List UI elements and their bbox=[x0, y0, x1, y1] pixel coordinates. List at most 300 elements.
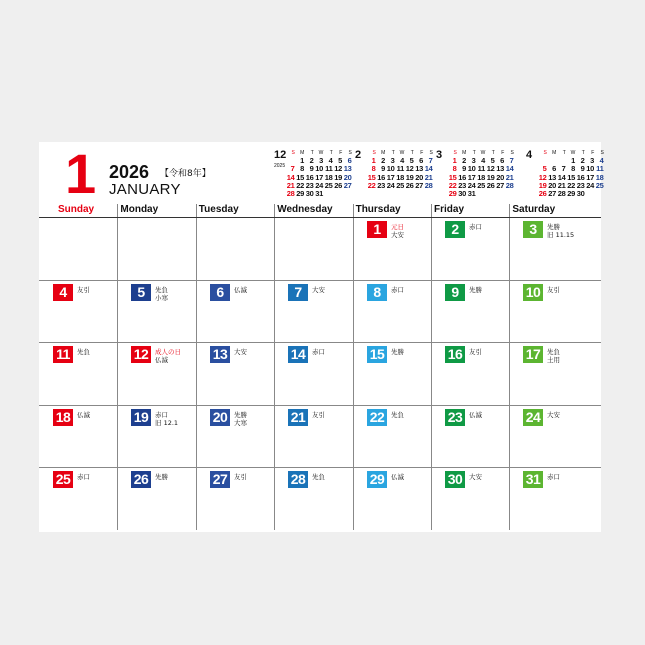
mini-calendar-day: 15 bbox=[567, 172, 575, 182]
mini-calendar-day: 1 bbox=[571, 156, 575, 166]
mini-calendar-weekday: F bbox=[420, 150, 423, 156]
day-note: 赤口 bbox=[77, 473, 90, 481]
calendar-sheet bbox=[39, 142, 604, 532]
day-note: 大安 bbox=[469, 473, 482, 481]
mini-calendar-day: 4 bbox=[400, 156, 404, 166]
day-notes bbox=[77, 348, 90, 356]
day-note: 友引 bbox=[469, 348, 482, 356]
mini-calendar-day bbox=[504, 190, 514, 198]
mini-calendar-day: 22 bbox=[567, 180, 575, 190]
day-notes bbox=[312, 411, 325, 419]
mini-calendar-day: 27 bbox=[548, 188, 556, 198]
mini-calendar-day: 6 bbox=[347, 156, 352, 166]
day-notes bbox=[391, 286, 404, 294]
mini-calendar-day: 12 bbox=[538, 172, 547, 182]
mini-calendar-day bbox=[485, 190, 495, 198]
mini-calendar-day: 3 bbox=[471, 156, 476, 166]
mini-calendar-day: 7 bbox=[509, 156, 514, 166]
mini-calendar-day bbox=[333, 190, 343, 198]
day-note: 先勝 bbox=[391, 348, 404, 356]
mini-calendar-day: 14 bbox=[424, 164, 433, 174]
day-number: 23 bbox=[445, 409, 465, 426]
mini-calendar-weekday: T bbox=[562, 150, 566, 156]
day-cell[interactable] bbox=[210, 281, 288, 343]
mini-calendar-weekday: M bbox=[462, 150, 466, 156]
mini-calendar bbox=[436, 149, 514, 201]
day-cell[interactable] bbox=[288, 343, 366, 405]
mini-calendar-year: 2025 bbox=[274, 163, 286, 169]
mini-calendar-weekday: S bbox=[372, 150, 376, 156]
mini-calendar-day: 18 bbox=[324, 172, 333, 182]
mini-calendar-day: 20 bbox=[415, 172, 423, 182]
mini-calendar-weekday: F bbox=[339, 150, 342, 156]
mini-calendar-day: 30 bbox=[576, 188, 585, 198]
mini-calendar-day: 19 bbox=[334, 172, 342, 182]
mini-calendar-day: 24 bbox=[315, 180, 323, 190]
mini-calendar-day: 15 bbox=[367, 172, 376, 182]
month-name: JANUARY bbox=[109, 181, 181, 198]
day-notes bbox=[469, 473, 482, 481]
weekday-friday: Friday bbox=[434, 204, 465, 215]
day-notes bbox=[469, 223, 482, 231]
mini-calendar-day: 31 bbox=[467, 188, 476, 198]
day-notes bbox=[391, 223, 404, 239]
day-notes bbox=[312, 348, 325, 356]
day-cell[interactable] bbox=[445, 343, 523, 405]
mini-calendar-weekday: S bbox=[543, 150, 547, 156]
mini-calendar-day: 25 bbox=[324, 180, 333, 190]
day-number: 26 bbox=[131, 471, 151, 488]
mini-calendar-day: 30 bbox=[458, 188, 466, 198]
day-cell[interactable] bbox=[53, 468, 131, 530]
day-cell[interactable] bbox=[445, 218, 523, 280]
mini-calendar-day bbox=[323, 190, 333, 198]
mini-calendar-day: 23 bbox=[377, 180, 385, 190]
day-number: 5 bbox=[131, 284, 151, 301]
day-cell[interactable] bbox=[131, 281, 209, 343]
mini-calendar-day: 28 bbox=[286, 188, 295, 198]
mini-calendar-day: 6 bbox=[552, 164, 556, 174]
mini-calendar-day: 30 bbox=[305, 188, 314, 198]
day-notes bbox=[469, 348, 482, 356]
mini-calendar-day: 15 bbox=[448, 172, 457, 182]
day-notes bbox=[391, 411, 404, 419]
mini-calendar-weekday: W bbox=[318, 150, 323, 156]
day-number: 29 bbox=[367, 471, 387, 488]
mini-calendar-day: 23 bbox=[576, 180, 585, 190]
day-notes bbox=[469, 411, 482, 419]
mini-calendar-day: 10 bbox=[586, 164, 594, 174]
holiday-name: 元日 bbox=[391, 223, 404, 231]
mini-calendar-day: 24 bbox=[467, 180, 476, 190]
day-cell[interactable] bbox=[131, 343, 209, 405]
day-cell[interactable] bbox=[288, 406, 366, 468]
weekday-sunday: Sunday bbox=[58, 204, 95, 215]
mini-calendar-day: 25 bbox=[595, 180, 604, 190]
day-cell[interactable] bbox=[53, 343, 131, 405]
day-notes bbox=[234, 286, 247, 294]
mini-calendar-day: 28 bbox=[505, 180, 514, 190]
day-note: 仏滅 bbox=[77, 411, 90, 419]
mini-calendar-day: 22 bbox=[448, 180, 457, 190]
day-cell[interactable] bbox=[53, 281, 131, 343]
mini-calendar-day: 25 bbox=[477, 180, 485, 190]
day-notes bbox=[234, 348, 247, 356]
day-number: 25 bbox=[53, 471, 73, 488]
day-number: 31 bbox=[523, 471, 543, 488]
mini-calendar-weekday: T bbox=[310, 150, 314, 156]
day-notes bbox=[77, 411, 90, 419]
era-label: 【令和8年】 bbox=[160, 169, 211, 179]
day-note: 先勝 bbox=[469, 286, 482, 294]
day-note: 友引 bbox=[234, 473, 247, 481]
mini-calendar-day bbox=[495, 190, 505, 198]
mini-calendar-day: 31 bbox=[315, 188, 323, 198]
day-number: 3 bbox=[523, 221, 543, 238]
mini-calendar-day: 14 bbox=[557, 172, 566, 182]
day-note: 大安 bbox=[547, 411, 560, 419]
holiday-name: 成人の日 bbox=[155, 348, 181, 356]
mini-calendar-day: 19 bbox=[405, 172, 414, 182]
mini-calendar-day: 12 bbox=[334, 164, 342, 174]
mini-calendar-day bbox=[342, 190, 352, 198]
mini-calendar-day: 21 bbox=[557, 180, 566, 190]
day-note: 仏滅 bbox=[155, 356, 168, 364]
mini-calendar-day: 7 bbox=[428, 156, 433, 166]
mini-calendar-day: 21 bbox=[505, 172, 514, 182]
mini-calendar-day: 29 bbox=[567, 188, 575, 198]
mini-calendar-day: 4 bbox=[481, 156, 485, 166]
mini-calendar-day: 2 bbox=[580, 156, 585, 166]
mini-calendar-day: 11 bbox=[596, 164, 604, 174]
day-cell[interactable] bbox=[53, 406, 131, 468]
day-cell[interactable] bbox=[210, 343, 288, 405]
mini-calendar-weekday: T bbox=[410, 150, 414, 156]
day-notes bbox=[155, 286, 168, 302]
mini-calendar-day: 1 bbox=[300, 156, 304, 166]
day-number: 4 bbox=[53, 284, 73, 301]
mini-calendar-weekday: S bbox=[453, 150, 457, 156]
day-cell[interactable] bbox=[131, 406, 209, 468]
day-note: 先勝 bbox=[547, 223, 560, 231]
mini-calendar-day: 5 bbox=[490, 156, 495, 166]
mini-calendar-day: 15 bbox=[296, 172, 304, 182]
mini-calendar-day: 4 bbox=[599, 156, 604, 166]
day-number: 11 bbox=[53, 346, 73, 363]
mini-calendar-day: 24 bbox=[386, 180, 395, 190]
mini-calendar-day: 19 bbox=[538, 180, 547, 190]
mini-calendar-day: 26 bbox=[486, 180, 495, 190]
mini-calendar-days bbox=[537, 149, 604, 198]
mini-calendar-weekday: W bbox=[480, 150, 485, 156]
day-notes bbox=[155, 411, 178, 427]
mini-calendar-day: 2 bbox=[381, 156, 385, 166]
day-note: 小寒 bbox=[155, 294, 168, 302]
mini-calendar-day: 29 bbox=[448, 188, 457, 198]
day-note: 先勝 bbox=[234, 411, 247, 419]
mini-calendar-day: 26 bbox=[334, 180, 342, 190]
mini-calendar-day: 1 bbox=[452, 156, 457, 166]
day-notes bbox=[547, 411, 560, 419]
day-notes bbox=[391, 473, 404, 481]
mini-calendar-day: 5 bbox=[338, 156, 342, 166]
mini-calendar-weekday: M bbox=[552, 150, 556, 156]
day-cell[interactable] bbox=[210, 406, 288, 468]
mini-calendar-day: 14 bbox=[286, 172, 295, 182]
day-note: 赤口 bbox=[391, 286, 404, 294]
mini-calendar-weekday: M bbox=[300, 150, 304, 156]
day-note: 友引 bbox=[312, 411, 325, 419]
mini-calendar-day: 13 bbox=[548, 172, 556, 182]
day-note: 赤口 bbox=[547, 473, 560, 481]
mini-calendar-day: 18 bbox=[595, 172, 604, 182]
mini-calendar-day: 17 bbox=[586, 172, 594, 182]
day-note: 大安 bbox=[312, 286, 325, 294]
mini-calendar bbox=[355, 149, 433, 201]
day-notes bbox=[312, 286, 325, 294]
day-note: 先負 bbox=[155, 286, 168, 294]
mini-calendar-day: 16 bbox=[458, 172, 466, 182]
day-number: 27 bbox=[210, 471, 230, 488]
day-cell[interactable] bbox=[523, 343, 601, 405]
mini-calendar-day: 19 bbox=[486, 172, 495, 182]
day-number: 15 bbox=[367, 346, 387, 363]
day-number: 2 bbox=[445, 221, 465, 238]
mini-calendar-day: 29 bbox=[296, 188, 304, 198]
month-number: 1 bbox=[65, 142, 95, 205]
mini-calendar-day bbox=[585, 190, 595, 198]
mini-calendar-day: 27 bbox=[343, 180, 352, 190]
mini-calendar-day: 9 bbox=[462, 164, 466, 174]
day-cell[interactable] bbox=[367, 218, 445, 280]
day-note: 先勝 bbox=[155, 473, 168, 481]
mini-calendar-day: 3 bbox=[590, 156, 594, 166]
mini-calendar-day bbox=[476, 190, 486, 198]
day-note: 仏滅 bbox=[234, 286, 247, 294]
mini-calendar-day: 17 bbox=[386, 172, 395, 182]
mini-calendar-day: 2 bbox=[309, 156, 314, 166]
day-cell[interactable] bbox=[131, 468, 209, 530]
mini-calendar-day: 7 bbox=[561, 164, 566, 174]
day-number: 12 bbox=[131, 346, 151, 363]
day-number: 28 bbox=[288, 471, 308, 488]
mini-calendar-weekday: M bbox=[381, 150, 385, 156]
mini-calendar-day: 22 bbox=[367, 180, 376, 190]
mini-calendar-weekday: S bbox=[291, 150, 295, 156]
day-number: 24 bbox=[523, 409, 543, 426]
mini-calendar-day: 2 bbox=[462, 156, 466, 166]
day-number: 16 bbox=[445, 346, 465, 363]
day-notes bbox=[77, 473, 90, 481]
day-note: 赤口 bbox=[155, 411, 168, 419]
mini-calendar-day: 9 bbox=[309, 164, 314, 174]
mini-calendar-day: 25 bbox=[396, 180, 404, 190]
day-note: 先負 bbox=[312, 473, 325, 481]
mini-calendar-day: 26 bbox=[405, 180, 414, 190]
day-number: 10 bbox=[523, 284, 543, 301]
mini-calendar-day: 26 bbox=[538, 188, 547, 198]
mini-calendar-month: 12 bbox=[274, 149, 287, 161]
day-number: 7 bbox=[288, 284, 308, 301]
day-note: 友引 bbox=[77, 286, 90, 294]
mini-calendar-day: 27 bbox=[415, 180, 423, 190]
mini-calendar-day: 17 bbox=[315, 172, 323, 182]
day-cell[interactable] bbox=[367, 406, 445, 468]
day-number: 21 bbox=[288, 409, 308, 426]
day-notes bbox=[547, 286, 560, 294]
mini-calendar-day: 27 bbox=[496, 180, 504, 190]
day-number: 13 bbox=[210, 346, 230, 363]
day-notes bbox=[155, 348, 181, 364]
mini-calendar-day: 20 bbox=[343, 172, 352, 182]
day-note: 先負 bbox=[77, 348, 90, 356]
mini-calendar-day: 3 bbox=[390, 156, 395, 166]
mini-calendar-day: 21 bbox=[424, 172, 433, 182]
mini-calendar-weekday: S bbox=[348, 150, 352, 156]
day-note: 赤口 bbox=[312, 348, 325, 356]
day-cell[interactable] bbox=[288, 281, 366, 343]
mini-calendar-day: 10 bbox=[467, 164, 476, 174]
mini-calendar-day: 10 bbox=[386, 164, 395, 174]
mini-calendar-day: 1 bbox=[371, 156, 376, 166]
day-cell[interactable] bbox=[367, 281, 445, 343]
mini-calendar-weekday: F bbox=[501, 150, 504, 156]
day-number: 1 bbox=[367, 221, 387, 238]
day-cell[interactable] bbox=[445, 281, 523, 343]
mini-calendar-day: 16 bbox=[305, 172, 314, 182]
mini-calendar-day: 8 bbox=[371, 164, 376, 174]
day-note: 旧 12.1 bbox=[155, 419, 179, 427]
mini-calendar-day: 12 bbox=[486, 164, 495, 174]
mini-calendar-day: 3 bbox=[319, 156, 323, 166]
mini-calendar-day: 9 bbox=[580, 164, 585, 174]
mini-calendar-weekday: T bbox=[472, 150, 476, 156]
mini-calendar-day: 16 bbox=[576, 172, 585, 182]
year: 2026 bbox=[109, 162, 150, 182]
day-number: 19 bbox=[131, 409, 151, 426]
day-cell[interactable] bbox=[523, 468, 601, 530]
day-cell[interactable] bbox=[367, 343, 445, 405]
weekday-wednesday: Wednesday bbox=[277, 204, 333, 215]
mini-calendar-day: 6 bbox=[419, 156, 423, 166]
mini-calendar-month: 2 bbox=[355, 149, 362, 161]
mini-calendar-weekday: S bbox=[429, 150, 433, 156]
mini-calendar-day: 18 bbox=[396, 172, 404, 182]
day-notes bbox=[77, 286, 90, 294]
day-number: 14 bbox=[288, 346, 308, 363]
mini-calendar-day: 6 bbox=[500, 156, 504, 166]
day-notes bbox=[547, 348, 560, 364]
mini-calendar-weekday: W bbox=[570, 150, 575, 156]
day-cell[interactable] bbox=[288, 468, 366, 530]
mini-calendar-day: 11 bbox=[325, 164, 333, 174]
mini-calendar-day: 18 bbox=[477, 172, 485, 182]
mini-calendar-day: 14 bbox=[505, 164, 514, 174]
day-notes bbox=[547, 223, 574, 239]
day-notes bbox=[469, 286, 482, 294]
day-note: 土用 bbox=[547, 356, 560, 364]
weekday-monday: Monday bbox=[120, 204, 159, 215]
day-note: 大安 bbox=[391, 231, 404, 239]
mini-calendar-days bbox=[447, 149, 514, 198]
mini-calendar-weekday: S bbox=[600, 150, 604, 156]
mini-calendar-day: 23 bbox=[305, 180, 314, 190]
day-number: 22 bbox=[367, 409, 387, 426]
day-cell[interactable] bbox=[523, 281, 601, 343]
day-cell[interactable] bbox=[445, 406, 523, 468]
mini-calendar-day: 12 bbox=[405, 164, 414, 174]
mini-calendar-day: 8 bbox=[300, 164, 304, 174]
day-cell[interactable] bbox=[210, 468, 288, 530]
mini-calendar bbox=[274, 149, 352, 201]
day-number: 20 bbox=[210, 409, 230, 426]
day-notes bbox=[155, 473, 168, 481]
day-notes bbox=[234, 411, 247, 427]
weekday-saturday: Saturday bbox=[512, 204, 556, 215]
mini-calendar-day: 16 bbox=[377, 172, 385, 182]
mini-calendar-day: 5 bbox=[409, 156, 414, 166]
day-note: 仏滅 bbox=[391, 473, 404, 481]
mini-calendar-day: 20 bbox=[496, 172, 504, 182]
mini-calendar-day: 24 bbox=[586, 180, 594, 190]
mini-calendar-day bbox=[594, 190, 604, 198]
day-cell[interactable] bbox=[445, 468, 523, 530]
mini-calendar bbox=[526, 149, 604, 201]
mini-calendar-weekday: W bbox=[399, 150, 404, 156]
day-cell[interactable] bbox=[367, 468, 445, 530]
day-number: 9 bbox=[445, 284, 465, 301]
day-note: 大寒 bbox=[234, 419, 247, 427]
mini-calendar-day: 10 bbox=[315, 164, 323, 174]
mini-calendar-day: 4 bbox=[328, 156, 333, 166]
day-note: 大安 bbox=[234, 348, 247, 356]
mini-calendar-day: 20 bbox=[548, 180, 556, 190]
month-grid bbox=[39, 204, 601, 530]
day-note: 先負 bbox=[391, 411, 404, 419]
day-number: 17 bbox=[523, 346, 543, 363]
mini-calendar-weekday: T bbox=[329, 150, 333, 156]
mini-calendar-day: 21 bbox=[286, 180, 295, 190]
mini-calendar-day: 22 bbox=[296, 180, 304, 190]
day-cell[interactable] bbox=[523, 406, 601, 468]
day-notes bbox=[234, 473, 247, 481]
mini-calendar-weekday: T bbox=[391, 150, 395, 156]
day-cell[interactable] bbox=[523, 218, 601, 280]
mini-calendar-month: 3 bbox=[436, 149, 443, 161]
mini-calendar-days bbox=[285, 149, 352, 198]
mini-calendar-day: 17 bbox=[467, 172, 476, 182]
mini-calendar-day: 13 bbox=[415, 164, 423, 174]
day-notes bbox=[312, 473, 325, 481]
mini-calendar-day: 13 bbox=[343, 164, 352, 174]
weekday-thursday: Thursday bbox=[355, 204, 401, 215]
day-number: 6 bbox=[210, 284, 230, 301]
day-note: 仏滅 bbox=[469, 411, 482, 419]
mini-calendar-day: 28 bbox=[424, 180, 433, 190]
day-notes bbox=[391, 348, 404, 356]
mini-calendar-day: 8 bbox=[571, 164, 575, 174]
mini-calendar-weekday: F bbox=[591, 150, 594, 156]
mini-calendar-days bbox=[366, 149, 433, 190]
day-number: 18 bbox=[53, 409, 73, 426]
weekday-tuesday: Tuesday bbox=[198, 204, 239, 215]
day-number: 30 bbox=[445, 471, 465, 488]
mini-calendar-weekday: T bbox=[581, 150, 585, 156]
day-note: 赤口 bbox=[469, 223, 482, 231]
mini-calendar-day: 13 bbox=[496, 164, 504, 174]
mini-calendar-day: 5 bbox=[542, 164, 547, 174]
mini-calendar-day: 28 bbox=[557, 188, 566, 198]
